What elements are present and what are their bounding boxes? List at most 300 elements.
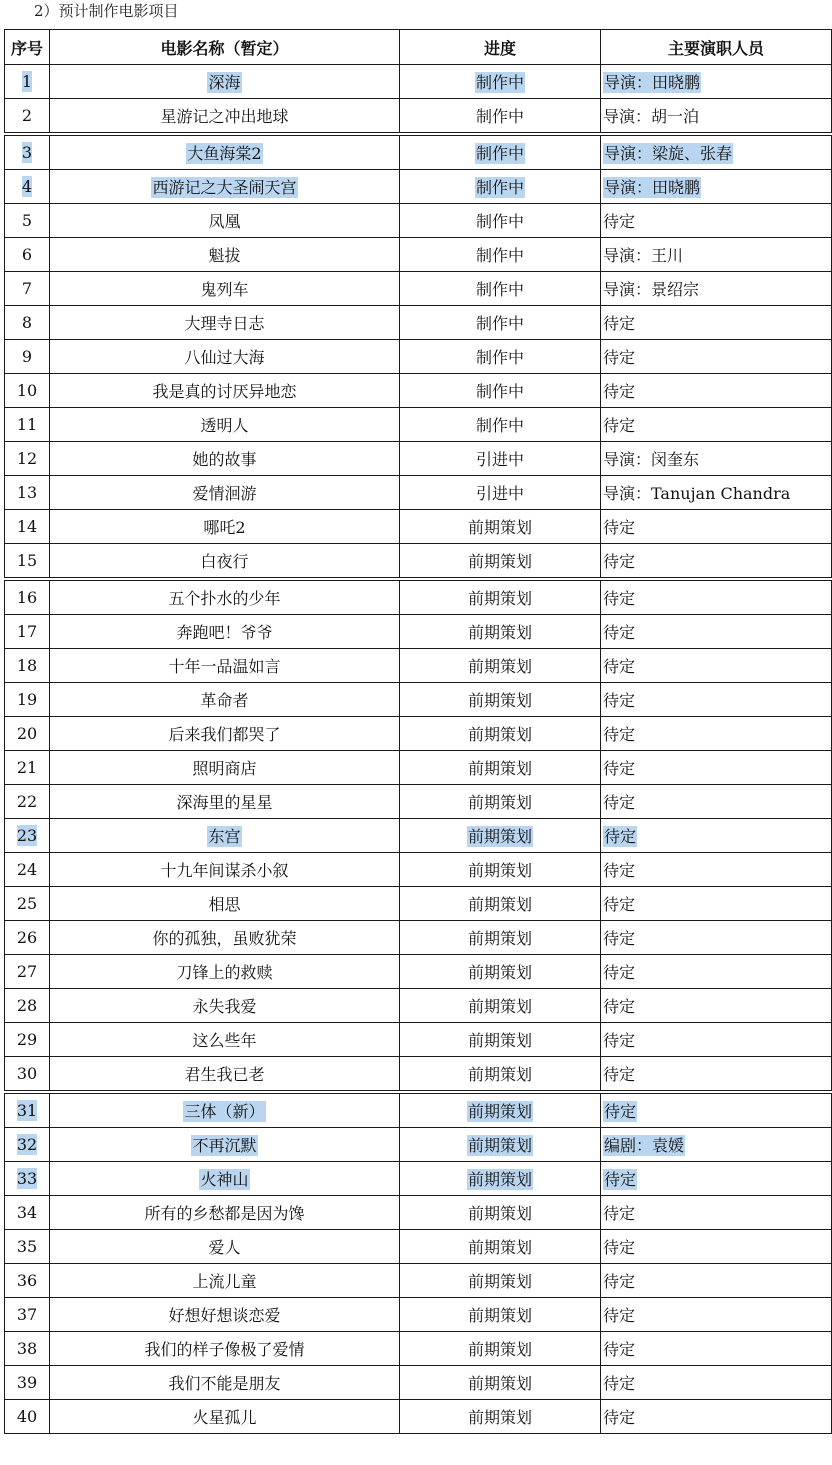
row-title: 八仙过大海	[184, 348, 265, 367]
row-title: 爱情洄游	[192, 484, 257, 503]
row-title: 革命者	[200, 691, 249, 710]
row-people-cell	[601, 1128, 832, 1162]
row-title-cell	[50, 683, 400, 717]
row-people: 待定	[603, 1306, 636, 1325]
row-status: 前期策划	[467, 1374, 532, 1393]
row-status: 前期策划	[467, 1272, 532, 1291]
row-people: 待定	[603, 861, 636, 880]
table-row	[5, 615, 832, 649]
row-status-cell	[400, 476, 601, 510]
row-index: 11	[16, 415, 38, 434]
row-index: 31	[16, 1101, 38, 1120]
row-people-cell	[601, 238, 832, 272]
row-title: 深海	[208, 73, 241, 92]
row-status: 引进中	[475, 450, 524, 469]
row-people: 待定	[603, 1408, 636, 1427]
row-people: 待定	[603, 1238, 636, 1257]
row-status: 前期策划	[467, 793, 532, 812]
row-index: 20	[16, 724, 38, 743]
row-status: 引进中	[475, 484, 524, 503]
row-title-cell	[50, 1162, 400, 1196]
row-people: 导演：景绍宗	[603, 280, 700, 299]
row-title: 大鱼海棠2	[187, 144, 262, 163]
row-status-cell	[400, 853, 601, 887]
table-row	[5, 374, 832, 408]
row-status-cell	[400, 989, 601, 1023]
row-status: 前期策划	[467, 861, 532, 880]
row-status: 前期策划	[467, 1238, 532, 1257]
film-projects-table	[4, 29, 832, 1434]
row-title: 我们不能是朋友	[168, 1374, 281, 1393]
row-status: 制作中	[475, 73, 524, 92]
row-index: 12	[16, 449, 38, 468]
table-row	[5, 1057, 832, 1093]
row-title: 君生我已老	[184, 1065, 265, 1084]
row-index-cell	[5, 408, 50, 442]
row-people-cell	[601, 955, 832, 989]
row-status: 前期策划	[467, 1031, 532, 1050]
row-status: 前期策划	[467, 759, 532, 778]
row-people-cell	[601, 408, 832, 442]
table-row	[5, 134, 832, 170]
row-people: 待定	[603, 1374, 636, 1393]
row-status-cell	[400, 204, 601, 238]
table-body	[5, 65, 832, 1434]
row-people: 待定	[603, 552, 636, 571]
row-people-cell	[601, 1023, 832, 1057]
row-title-cell	[50, 442, 400, 476]
table-row	[5, 955, 832, 989]
row-title: 照明商店	[192, 759, 257, 778]
row-title-cell	[50, 1196, 400, 1230]
row-title-cell	[50, 615, 400, 649]
table-row	[5, 683, 832, 717]
row-title-cell	[50, 476, 400, 510]
row-index-cell	[5, 1332, 50, 1366]
row-title: 五个扑水的少年	[168, 589, 281, 608]
row-status-cell	[400, 134, 601, 170]
row-status: 前期策划	[467, 1306, 532, 1325]
row-index: 3	[21, 143, 33, 162]
row-people-cell	[601, 1298, 832, 1332]
row-people-cell	[601, 1230, 832, 1264]
table-row	[5, 1264, 832, 1298]
row-title-cell	[50, 1128, 400, 1162]
row-status: 前期策划	[467, 963, 532, 982]
row-people: 待定	[603, 382, 636, 401]
row-status-cell	[400, 615, 601, 649]
row-title-cell	[50, 649, 400, 683]
header-status: 进度	[400, 30, 601, 65]
row-title: 鬼列车	[200, 280, 249, 299]
row-index: 27	[16, 962, 38, 981]
row-people: 待定	[603, 895, 636, 914]
row-index-cell	[5, 476, 50, 510]
row-status-cell	[400, 340, 601, 374]
table-row	[5, 649, 832, 683]
row-status: 制作中	[475, 348, 524, 367]
row-index-cell	[5, 170, 50, 204]
row-status-cell	[400, 1128, 601, 1162]
table-row	[5, 65, 832, 99]
row-index: 2	[21, 106, 33, 125]
row-status-cell	[400, 1366, 601, 1400]
row-people-cell	[601, 510, 832, 544]
row-title: 凤凰	[208, 212, 241, 231]
row-index: 16	[16, 588, 38, 607]
row-title: 魁拔	[208, 246, 241, 265]
row-title: 不再沉默	[192, 1136, 257, 1155]
row-title: 西游记之大圣闹天宫	[152, 178, 297, 197]
row-status-cell	[400, 785, 601, 819]
row-index-cell	[5, 785, 50, 819]
row-title-cell	[50, 510, 400, 544]
table-row	[5, 1400, 832, 1434]
row-people: 待定	[603, 997, 636, 1016]
row-index: 37	[16, 1305, 38, 1324]
row-status-cell	[400, 408, 601, 442]
row-title-cell	[50, 1092, 400, 1128]
row-people: 待定	[603, 793, 636, 812]
row-index: 24	[16, 860, 38, 879]
row-title-cell	[50, 1366, 400, 1400]
header-index: 序号	[5, 30, 50, 65]
table-row	[5, 819, 832, 853]
row-index: 19	[16, 690, 38, 709]
row-people-cell	[601, 442, 832, 476]
row-status-cell	[400, 1023, 601, 1057]
row-status-cell	[400, 819, 601, 853]
row-people-cell	[601, 204, 832, 238]
row-index-cell	[5, 510, 50, 544]
row-people-cell	[601, 134, 832, 170]
row-title-cell	[50, 989, 400, 1023]
row-status: 前期策划	[467, 1170, 532, 1189]
row-title: 透明人	[200, 416, 249, 435]
row-index: 17	[16, 622, 38, 641]
row-index-cell	[5, 374, 50, 408]
row-index-cell	[5, 1092, 50, 1128]
row-people: 待定	[603, 212, 636, 231]
table-row	[5, 1162, 832, 1196]
table-row	[5, 989, 832, 1023]
row-title-cell	[50, 579, 400, 615]
row-index: 26	[16, 928, 38, 947]
row-status: 前期策划	[467, 623, 532, 642]
row-title-cell	[50, 853, 400, 887]
row-index: 22	[16, 792, 38, 811]
row-index-cell	[5, 238, 50, 272]
row-index-cell	[5, 272, 50, 306]
row-people-cell	[601, 1092, 832, 1128]
row-index: 34	[16, 1203, 38, 1222]
row-people-cell	[601, 306, 832, 340]
table-row	[5, 1332, 832, 1366]
table-row	[5, 442, 832, 476]
row-index-cell	[5, 989, 50, 1023]
row-title: 星游记之冲出地球	[160, 107, 289, 126]
row-title: 我们的样子像极了爱情	[144, 1340, 305, 1359]
row-index: 14	[16, 517, 38, 536]
row-index-cell	[5, 887, 50, 921]
row-people: 待定	[603, 657, 636, 676]
table-row	[5, 785, 832, 819]
row-index-cell	[5, 306, 50, 340]
row-people: 待定	[603, 589, 636, 608]
row-title-cell	[50, 170, 400, 204]
row-people: 导演：田晓鹏	[604, 178, 701, 197]
row-title: 哪吒2	[203, 518, 246, 537]
row-index: 15	[16, 551, 38, 570]
row-title-cell	[50, 717, 400, 751]
row-index: 40	[16, 1407, 38, 1426]
row-status: 制作中	[475, 107, 524, 126]
table-row	[5, 306, 832, 340]
row-status-cell	[400, 717, 601, 751]
table-row	[5, 1023, 832, 1057]
row-index-cell	[5, 204, 50, 238]
row-status: 制作中	[475, 246, 524, 265]
row-people: 导演：胡一泊	[603, 107, 700, 126]
row-people: 待定	[603, 348, 636, 367]
row-title: 好想好想谈恋爱	[168, 1306, 281, 1325]
row-people: 待定	[603, 314, 636, 333]
table-row	[5, 1230, 832, 1264]
row-title: 爱人	[208, 1238, 241, 1257]
row-status: 前期策划	[467, 1065, 532, 1084]
row-title-cell	[50, 134, 400, 170]
row-index: 1	[21, 72, 33, 91]
row-title: 奔跑吧！爷爷	[176, 623, 273, 642]
row-people-cell	[601, 1332, 832, 1366]
row-status: 前期策划	[467, 1340, 532, 1359]
row-people-cell	[601, 1057, 832, 1093]
row-people: 待定	[603, 1204, 636, 1223]
table-row	[5, 204, 832, 238]
row-index-cell	[5, 442, 50, 476]
row-people: 待定	[603, 691, 636, 710]
row-index-cell	[5, 579, 50, 615]
row-index-cell	[5, 1400, 50, 1434]
row-people: 待定	[603, 416, 636, 435]
row-status: 前期策划	[467, 827, 532, 846]
section-caption: 2）预计制作电影项目	[34, 2, 179, 20]
row-people: 待定	[604, 1102, 637, 1121]
row-people-cell	[601, 340, 832, 374]
row-status-cell	[400, 544, 601, 580]
row-title: 永失我爱	[192, 997, 257, 1016]
row-title-cell	[50, 1230, 400, 1264]
row-people: 待定	[603, 623, 636, 642]
table-row	[5, 1366, 832, 1400]
row-title-cell	[50, 340, 400, 374]
table-row	[5, 1128, 832, 1162]
row-people-cell	[601, 853, 832, 887]
row-people-cell	[601, 579, 832, 615]
row-status-cell	[400, 170, 601, 204]
row-index-cell	[5, 683, 50, 717]
row-people: 待定	[603, 1031, 636, 1050]
row-index-cell	[5, 751, 50, 785]
row-status-cell	[400, 442, 601, 476]
row-status: 制作中	[475, 314, 524, 333]
row-status-cell	[400, 65, 601, 99]
row-people-cell	[601, 1264, 832, 1298]
row-title-cell	[50, 1400, 400, 1434]
row-status: 前期策划	[467, 1102, 532, 1121]
row-index-cell	[5, 955, 50, 989]
row-index: 7	[21, 279, 33, 298]
row-index-cell	[5, 649, 50, 683]
table-row	[5, 340, 832, 374]
row-people: 待定	[603, 963, 636, 982]
table-header-row	[5, 30, 832, 65]
row-title: 刀锋上的救赎	[176, 963, 273, 982]
row-people-cell	[601, 785, 832, 819]
row-people-cell	[601, 65, 832, 99]
row-index-cell	[5, 921, 50, 955]
row-title: 火星孤儿	[192, 1408, 257, 1427]
row-status-cell	[400, 510, 601, 544]
table-row	[5, 544, 832, 580]
row-index: 30	[16, 1064, 38, 1083]
row-title-cell	[50, 238, 400, 272]
row-people-cell	[601, 887, 832, 921]
row-title: 我是真的讨厌异地恋	[152, 382, 297, 401]
row-status-cell	[400, 751, 601, 785]
row-status: 前期策划	[467, 589, 532, 608]
row-index-cell	[5, 1057, 50, 1093]
row-status: 制作中	[475, 382, 524, 401]
row-index-cell	[5, 1230, 50, 1264]
table-row	[5, 476, 832, 510]
row-index-cell	[5, 1366, 50, 1400]
table-row	[5, 853, 832, 887]
row-index: 6	[21, 245, 33, 264]
row-people-cell	[601, 1366, 832, 1400]
row-title-cell	[50, 99, 400, 135]
row-title-cell	[50, 65, 400, 99]
row-people: 导演：田晓鹏	[604, 73, 701, 92]
row-title-cell	[50, 785, 400, 819]
table-row	[5, 579, 832, 615]
row-people: 待定	[603, 929, 636, 948]
row-title-cell	[50, 921, 400, 955]
row-status: 前期策划	[467, 1204, 532, 1223]
row-status-cell	[400, 1230, 601, 1264]
row-index: 35	[16, 1237, 38, 1256]
row-index-cell	[5, 65, 50, 99]
row-status: 制作中	[475, 280, 524, 299]
row-title: 这么些年	[192, 1031, 257, 1050]
row-people: 待定	[604, 827, 637, 846]
row-index-cell	[5, 134, 50, 170]
row-index: 29	[16, 1030, 38, 1049]
row-index: 5	[21, 211, 33, 230]
row-title: 三体（新）	[184, 1102, 265, 1121]
row-index-cell	[5, 1128, 50, 1162]
row-title: 十九年间谋杀小叙	[160, 861, 289, 880]
row-index-cell	[5, 1264, 50, 1298]
row-status-cell	[400, 1298, 601, 1332]
row-title-cell	[50, 1298, 400, 1332]
row-index-cell	[5, 717, 50, 751]
row-people-cell	[601, 717, 832, 751]
table-row	[5, 408, 832, 442]
row-status-cell	[400, 955, 601, 989]
row-index-cell	[5, 853, 50, 887]
row-status: 前期策划	[467, 1408, 532, 1427]
table-row	[5, 1196, 832, 1230]
row-index: 8	[21, 313, 33, 332]
table-row	[5, 99, 832, 135]
row-index: 28	[16, 996, 38, 1015]
row-people-cell	[601, 819, 832, 853]
row-people: 导演：闵奎东	[603, 450, 700, 469]
row-index-cell	[5, 1196, 50, 1230]
row-index: 21	[16, 758, 38, 777]
row-title-cell	[50, 204, 400, 238]
row-people: 导演：Tanujan Chandra	[603, 484, 791, 503]
row-title: 上流儿童	[192, 1272, 257, 1291]
row-index-cell	[5, 544, 50, 580]
row-title: 所有的乡愁都是因为馋	[144, 1204, 305, 1223]
row-index: 13	[16, 483, 38, 502]
row-status-cell	[400, 1264, 601, 1298]
row-people-cell	[601, 99, 832, 135]
table-row	[5, 751, 832, 785]
row-title-cell	[50, 1264, 400, 1298]
row-status-cell	[400, 306, 601, 340]
row-people-cell	[601, 989, 832, 1023]
row-people: 待定	[603, 1340, 636, 1359]
row-people-cell	[601, 615, 832, 649]
row-people: 编剧：袁媛	[604, 1136, 685, 1155]
row-status-cell	[400, 683, 601, 717]
row-title-cell	[50, 272, 400, 306]
table-row	[5, 238, 832, 272]
table-row	[5, 510, 832, 544]
row-status: 制作中	[475, 416, 524, 435]
row-title-cell	[50, 1057, 400, 1093]
row-title-cell	[50, 1023, 400, 1057]
row-status: 前期策划	[467, 1136, 532, 1155]
row-title-cell	[50, 306, 400, 340]
row-status: 前期策划	[467, 997, 532, 1016]
row-index: 23	[16, 826, 38, 845]
row-title: 白夜行	[200, 552, 249, 571]
row-status: 前期策划	[467, 518, 532, 537]
header-title: 电影名称（暂定）	[50, 30, 400, 65]
row-title-cell	[50, 887, 400, 921]
row-title: 大理寺日志	[184, 314, 265, 333]
row-status-cell	[400, 579, 601, 615]
row-index: 4	[21, 177, 33, 196]
row-title: 十年一品温如言	[168, 657, 281, 676]
row-status: 制作中	[475, 144, 524, 163]
row-status: 前期策划	[467, 657, 532, 676]
row-index-cell	[5, 1023, 50, 1057]
row-status: 制作中	[475, 178, 524, 197]
row-people-cell	[601, 1162, 832, 1196]
row-people: 待定	[603, 759, 636, 778]
row-index: 25	[16, 894, 38, 913]
row-index: 32	[16, 1135, 38, 1154]
row-status-cell	[400, 1332, 601, 1366]
row-status-cell	[400, 1400, 601, 1434]
row-people: 待定	[604, 1170, 637, 1189]
table-row	[5, 170, 832, 204]
